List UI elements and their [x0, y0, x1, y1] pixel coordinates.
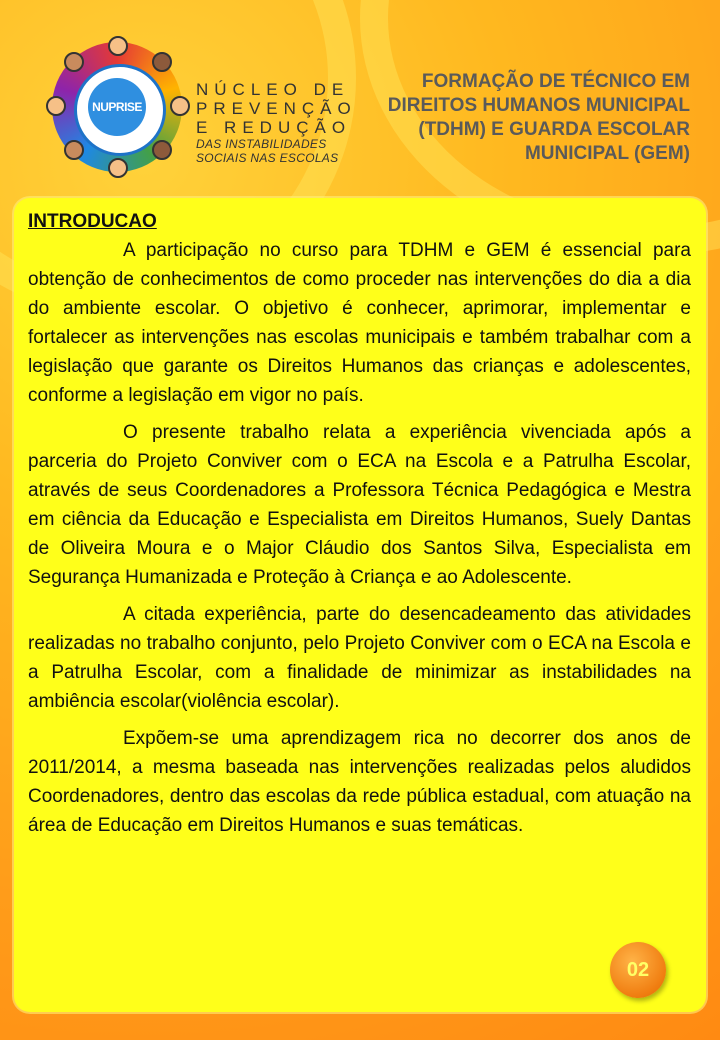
child-figure-icon — [170, 96, 190, 116]
child-figure-icon — [152, 140, 172, 160]
course-title — [350, 70, 690, 166]
course-title-line: (TDHM) E GUARDA ESCOLAR — [418, 119, 690, 140]
child-figure-icon — [64, 52, 84, 72]
org-line: NÚCLEO DE — [196, 80, 350, 99]
paragraph: A participação no curso para TDHM e GEM é essencial para obtenção de conhecimentos de como proceder nas intervenções do dia a dia do ambiente escolar. O objetivo é conhecer, aprimorar, implementar e fortalecer as intervenções nas escolas municipais e também trabalhar com a legislação que garante os Direitos Humanos das crianças e adolescentes, conforme a legislação em vigor no país. — [28, 240, 691, 406]
course-title-line: DIREITOS HUMANOS MUNICIPAL — [387, 95, 690, 116]
organization-name — [196, 80, 357, 165]
paragraph: Expõem-se uma aprendizagem rica no decorrer dos anos de 2011/2014, a mesma baseada nas intervenções realizadas pelos aludidos Coordenadores, dentro das escolas da rede pública estadual, com atuação na área de Educação em Direitos Humanos e suas temáticas. — [28, 728, 691, 836]
child-figure-icon — [108, 36, 128, 56]
main-content — [28, 208, 691, 848]
org-line: E REDUÇÃO — [196, 118, 352, 137]
logo-text: NUPRISE — [92, 100, 142, 114]
course-title-line: FORMAÇÃO DE TÉCNICO EM — [421, 71, 690, 92]
paragraph: O presente trabalho relata a experiência vivenciada após a parceria do Projeto Conviver com o ECA na Escola e a Patrulha Escolar, através de seus Coordenadores a Professora Técnica Pedagógica e Mestra em ciência da Educação e Especialista em Direitos Humanos, Suely Dantas de Oliveira Moura e o Major Cláudio dos Santos Silva, Especialista em Segurança Humanizada e Proteção à Criança e ao Adolescente. — [28, 422, 691, 588]
page-number-badge — [610, 942, 666, 998]
nuprise-logo — [52, 42, 182, 172]
org-subline: DAS INSTABILIDADES — [196, 137, 327, 151]
child-figure-icon — [64, 140, 84, 160]
org-line: PREVENÇÃO — [196, 99, 357, 118]
page-number: 02 — [626, 958, 650, 981]
child-figure-icon — [46, 96, 66, 116]
section-heading: INTRODUCAO — [28, 211, 157, 232]
paragraph: A citada experiência, parte do desencadeamento das atividades realizadas no trabalho conjunto, pelo Projeto Conviver com o ECA na Escola e a Patrulha Escolar, com a finalidade de minimizar as instabilidades na ambiência escolar(violência escolar). — [28, 604, 691, 712]
child-figure-icon — [108, 158, 128, 178]
org-subline: SOCIAIS NAS ESCOLAS — [196, 151, 339, 165]
child-figure-icon — [152, 52, 172, 72]
course-title-line: MUNICIPAL (GEM) — [524, 143, 690, 164]
logo-core — [88, 78, 146, 136]
